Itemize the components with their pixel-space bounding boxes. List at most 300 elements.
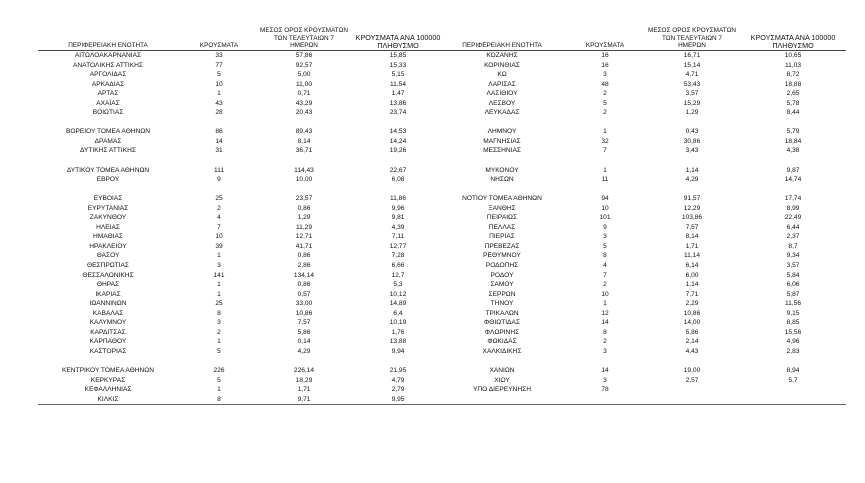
cell-avg: 5,86 [297,328,311,336]
cell-region: ΑΧΑΪΑΣ [96,99,120,107]
cell-cases [178,118,260,128]
cell-region: ΜΕΣΣΗΝΙΑΣ [483,147,521,155]
cell-per100k: 21,95 [389,367,407,375]
cell-region: ΚΑΒΑΛΑΣ [92,309,124,317]
table-row [38,395,448,405]
cell-avg: 4,29 [685,176,699,184]
cell-avg: 10,00 [295,176,313,184]
cell-per100k: 22,67 [389,166,407,174]
table-row [38,271,448,281]
cell-per100k: 9,94 [391,347,405,355]
cell-per100k: 8,44 [786,109,800,117]
cell-region: ΚΑΛΥΜΝΟΥ [89,319,127,327]
table-row [38,204,448,214]
cell-per100k: 4,39 [391,223,405,231]
cell-avg: 33,00 [295,300,313,308]
cell-avg: 0,86 [297,252,311,260]
cell-cases: 1 [217,281,221,289]
cell-cases: 141 [213,271,225,279]
cell-region: ΚΕΦΑΛΛΗΝΙΑΣ [84,386,132,394]
cell-cases: 25 [215,195,223,203]
cell-avg: 11,00 [295,80,312,88]
cell-region [438,156,566,166]
cell-region: ΙΚΑΡΙΑΣ [95,290,121,298]
cell-cases: 31 [215,147,223,155]
cell-cases [566,395,644,405]
cell-cases: 11 [601,176,609,184]
table-row [38,366,448,376]
cell-avg: 36,71 [295,147,313,155]
cell-region: ΗΜΑΘΙΑΣ [93,233,123,241]
table-row [438,166,846,176]
cell-region: ΦΩΚΙΔΑΣ [487,338,517,346]
cell-avg: 8,14 [685,233,699,241]
table-row [438,328,846,338]
table-row [438,61,846,71]
cell-per100k: 6,4 [393,309,403,317]
cell-avg [260,156,348,166]
cell-per100k: 8,85 [786,319,800,327]
cell-avg: 5,00 [297,71,311,79]
cell-per100k: 9,81 [391,214,405,222]
cell-region: ΚΟΡΙΝΘΙΑΣ [484,61,520,69]
cell-per100k: 2,83 [786,347,800,355]
cell-region: ΠΡΕΒΕΖΑΣ [484,242,520,250]
cell-per100k: 4,96 [786,338,800,346]
table-row [38,223,448,233]
cell-per100k [348,357,448,367]
table-row [38,232,448,242]
table-row [438,185,846,195]
cell-cases: 3 [603,376,607,384]
cell-region: ΕΒΡΟΥ [96,176,120,184]
table-row [38,251,448,261]
cell-cases: 8 [603,252,607,260]
cell-per100k: 14,24 [389,137,407,145]
cell-region: ΜΑΓΝΗΣΙΑΣ [483,137,521,145]
table-row [438,204,846,214]
table-row [38,213,448,223]
cell-avg: 18,29 [295,376,313,384]
cell-avg: 23,57 [295,195,313,203]
cell-cases: 3 [217,319,221,327]
cell-region: ΒΟΡΕΙΟΥ ΤΟΜΕΑ ΑΘΗΝΩΝ [65,128,151,136]
table-row [438,251,846,261]
table-row [38,328,448,338]
cell-cases: 10 [601,290,609,298]
cell-avg: 10,86 [683,309,701,317]
cell-avg: 43,29 [295,99,313,107]
cell-cases [178,156,260,166]
cell-cases: 7 [603,271,607,279]
table-row [38,318,448,328]
table-row [438,89,846,99]
table-row [438,309,846,319]
cell-avg: 11,29 [295,223,312,231]
cell-per100k: 1,76 [391,328,405,336]
cell-avg [260,118,348,128]
cell-cases: 5 [217,347,221,355]
cell-cases: 1 [217,252,221,260]
cell-region: ΘΕΣΠΡΩΤΙΑΣ [86,262,130,270]
cell-cases [178,185,260,195]
cell-region: ΜΥΚΟΝΟΥ [485,166,519,174]
table-row [38,261,448,271]
cell-cases: 78 [601,386,609,394]
cell-avg: 226,14 [293,367,315,375]
cell-region [438,118,566,128]
cell-avg: 10,86 [295,309,313,317]
cell-region [438,395,566,405]
table-row [38,51,448,61]
cell-avg: 15,29 [683,99,701,107]
header-cases: ΚΡΟΥΣΜΑΤΑ [178,18,260,51]
table-row [38,376,448,386]
table-row [438,80,846,90]
table-row [438,318,846,328]
cell-per100k: 9,95 [348,395,448,405]
table-row [38,280,448,290]
cell-region: ΑΡΓΟΛΙΔΑΣ [89,71,127,79]
table-row [38,347,448,357]
table-row [38,118,448,128]
cell-avg: 19,00 [683,367,701,375]
right-table-body [438,51,846,405]
cell-avg: 7,71 [685,290,699,298]
cell-cases: 25 [215,300,223,308]
cell-avg: 3,57 [685,90,699,98]
cell-region: ΘΑΣΟΥ [96,252,120,260]
table-row [438,137,846,147]
cell-per100k: 14,89 [389,300,407,308]
cell-avg: 0,71 [297,90,311,98]
table-row [438,385,846,395]
cell-per100k: 8,7 [788,242,798,250]
cell-per100k: 14,53 [389,128,407,136]
cell-cases [566,185,644,195]
cell-region: ΚΑΣΤΟΡΙΑΣ [89,347,127,355]
cell-per100k [740,385,846,395]
cell-region: ΚΑΡΔΙΤΣΑΣ [90,328,126,336]
cell-cases: 2 [603,90,607,98]
cell-avg: 0,14 [297,338,311,346]
cell-per100k: 10,12 [389,290,407,298]
table-row [38,357,448,367]
cell-avg: 0,43 [685,128,699,136]
table-row [438,232,846,242]
cell-avg: 1,29 [685,109,699,117]
cell-per100k: 10,19 [389,319,407,327]
table-row [438,156,846,166]
cell-cases: 5 [217,71,221,79]
table-row [438,366,846,376]
cell-avg: 0,86 [297,281,311,289]
cell-per100k: 10,65 [784,52,802,59]
cell-cases [178,357,260,367]
cell-cases: 16 [601,61,609,69]
cell-region: ΝΟΤΙΟΥ ΤΟΜΕΑ ΑΘΗΝΩΝ [462,195,542,203]
cell-avg: 9,71 [260,395,348,405]
cell-cases: 3 [603,347,607,355]
cell-per100k: 11,56 [784,300,801,308]
cell-cases: 2 [217,328,221,336]
cell-avg [644,118,740,128]
cell-avg: 2,29 [685,300,699,308]
cell-cases: 4 [603,262,607,270]
cell-region [38,156,178,166]
cell-per100k: 2,79 [391,386,405,394]
cell-region: ΛΕΥΚΑΔΑΣ [484,109,520,117]
cell-per100k [740,156,846,166]
cell-region [38,357,178,367]
cell-cases: 94 [601,195,609,203]
table-row [438,395,846,405]
cell-avg [644,185,740,195]
cell-cases: 16 [601,52,609,59]
cell-cases: 101 [599,214,611,222]
cell-avg: 2,86 [297,262,311,270]
cell-per100k: 6,66 [391,262,405,270]
cell-per100k: 17,74 [784,195,802,203]
cell-per100k: 5,3 [393,281,403,289]
cell-per100k: 22,49 [784,214,802,222]
cell-per100k [348,185,448,195]
cell-per100k [740,185,846,195]
cell-cases: 32 [601,137,609,145]
cell-cases: 33 [215,52,223,59]
cell-region: ΚΕΝΤΡΙΚΟΥ ΤΟΜΕΑ ΑΘΗΝΩΝ [62,367,154,375]
cell-cases [566,118,644,128]
cell-region: ΡΟΔΟΠΗΣ [485,262,519,270]
cell-avg: 11,14 [683,252,700,260]
cell-per100k: 1,47 [391,90,405,98]
cell-cases: 9 [603,223,607,231]
cell-cases: 1 [217,90,221,98]
cell-per100k [740,118,846,128]
table-row [38,99,448,109]
header-per-100k: ΚΡΟΥΣΜΑΤΑ ΑΝΑ 100000 ΠΛΗΘΥΣΜΟ [348,18,448,51]
cell-avg: 12,29 [683,204,701,212]
cell-region: ΛΑΡΙΣΑΣ [488,80,516,88]
cell-cases: 5 [217,376,221,384]
table-row [38,166,448,176]
cell-region: ΦΘΙΩΤΙΔΑΣ [484,319,520,327]
table-row [38,185,448,195]
cell-region: ΤΡΙΚΑΛΩΝ [485,309,519,317]
cell-per100k: 6,06 [786,281,800,289]
cell-cases: 5 [603,99,607,107]
cell-region: ΠΕΛΛΑΣ [488,223,516,231]
cell-per100k: 18,84 [784,137,802,145]
cell-per100k: 8,94 [786,367,800,375]
cell-region: ΠΕΙΡΑΙΩΣ [486,214,518,222]
cell-avg: 8,14 [297,137,311,145]
cell-per100k: 5,78 [786,99,800,107]
cell-region: ΚΑΡΠΑΘΟΥ [89,338,127,346]
cell-per100k: 9,87 [786,166,800,174]
cell-avg: 92,57 [295,61,313,69]
cell-region [438,357,566,367]
cell-per100k: 4,79 [391,376,405,384]
cell-avg: 2,14 [685,338,699,346]
table-row [38,108,448,118]
cell-region: ΤΗΝΟΥ [490,300,514,308]
cell-avg: 14,00 [683,319,701,327]
cell-cases: 7 [603,147,607,155]
cell-per100k: 5,15 [391,71,405,79]
cell-region: ΛΑΣΙΘΙΟΥ [486,90,518,98]
table-row [438,146,846,156]
cell-avg: 0,86 [297,204,311,212]
cell-avg: 6,00 [685,271,699,279]
header-region: ΠΕΡΙΦΕΡΕΙΑΚΗ ΕΝΟΤΗΤΑ [38,18,178,51]
cell-region: ΑΝΑΤΟΛΙΚΗΣ ΑΤΤΙΚΗΣ [73,61,143,69]
cell-per100k: 5,87 [786,290,800,298]
cell-cases: 8 [178,395,260,405]
table-row [38,337,448,347]
cell-per100k: 5,7 [788,376,798,384]
cell-cases: 1 [603,166,607,174]
cell-region: ΧΑΛΚΙΔΙΚΗΣ [482,347,522,355]
cell-cases: 77 [215,61,223,69]
cell-region: ΘΗΡΑΣ [96,281,120,289]
cell-avg: 114,43 [294,166,314,174]
cell-region: ΗΡΑΚΛΕΙΟΥ [89,242,127,250]
cell-per100k: 3,57 [786,262,800,270]
cell-per100k: 12,7 [391,271,405,279]
table-row [38,385,448,395]
cell-cases: 10 [601,204,609,212]
table-row [438,376,846,386]
table-row [38,175,448,185]
cell-avg: 6,14 [685,262,699,270]
cell-cases: 3 [603,71,607,79]
cell-avg: 57,86 [295,52,313,59]
cell-per100k: 9,34 [786,252,800,260]
cell-cases: 1 [217,338,221,346]
cell-cases: 1 [603,300,607,308]
cell-cases: 2 [603,281,607,289]
cell-avg: 3,43 [685,147,699,155]
table-row [438,175,846,185]
table-row [38,127,448,137]
cell-region: ΛΕΣΒΟΥ [488,99,516,107]
table-row [438,271,846,281]
cell-region: ΥΠΟ ΔΙΕΡΕΥΝΗΣΗ [473,386,531,394]
cases-table-left [38,18,448,405]
cell-avg [260,357,348,367]
table-row [438,194,846,204]
cell-avg: 134,14 [293,271,315,279]
cell-per100k: 18,88 [784,80,802,88]
cell-region: ΕΥΒΟΙΑΣ [93,195,123,203]
cell-cases: 10 [215,233,223,241]
cell-cases: 43 [215,99,223,107]
cell-avg: 1,29 [297,214,311,222]
cell-per100k: 11,86 [389,195,406,203]
cell-avg [644,156,740,166]
cell-cases: 10 [215,80,223,88]
table-row [438,357,846,367]
cell-per100k: 11,03 [784,61,801,69]
table-row [438,290,846,300]
table-row [438,261,846,271]
cell-region: ΑΡΤΑΣ [97,90,119,98]
cases-table-right [438,18,846,405]
table-row [38,80,448,90]
cell-region: ΣΑΜΟΥ [490,281,514,289]
cell-per100k: 8,99 [786,204,800,212]
cell-avg [644,395,740,405]
header-region: ΠΕΡΙΦΕΡΕΙΑΚΗ ΕΝΟΤΗΤΑ [438,18,566,51]
cell-avg: 53,43 [683,80,701,88]
cell-per100k [740,357,846,367]
cell-per100k: 9,15 [786,309,800,317]
cell-avg [260,185,348,195]
cell-region: ΧΙΟΥ [494,376,510,384]
cell-region: ΛΗΜΝΟΥ [487,128,517,136]
cell-region: ΚΩ [497,71,507,79]
cell-region: ΒΟΙΩΤΙΑΣ [92,109,124,117]
header-cases: ΚΡΟΥΣΜΑΤΑ [566,18,644,51]
cell-region: ΝΗΣΩΝ [490,176,514,184]
table-row [438,223,846,233]
table-row [38,156,448,166]
cell-avg: 1,71 [685,242,699,250]
cell-avg: 7,57 [685,223,699,231]
table-row [438,118,846,128]
cell-cases: 14 [601,367,609,375]
cell-per100k: 6,44 [786,223,800,231]
cell-cases: 86 [215,128,223,136]
table-row [438,70,846,80]
cell-avg: 4,43 [685,347,699,355]
cell-cases: 48 [601,80,609,88]
cell-avg: 15,14 [683,61,701,69]
cell-per100k [348,156,448,166]
cell-per100k: 14,74 [784,176,802,184]
cell-region: ΔΥΤΙΚΟΥ ΤΟΜΕΑ ΑΘΗΝΩΝ [66,166,150,174]
cell-cases: 8 [217,309,221,317]
table-row [438,99,846,109]
cell-per100k: 9,96 [391,204,405,212]
cell-avg: 41,71 [295,242,313,250]
table-row [38,137,448,147]
right-table-container [438,18,846,405]
cell-region: ΕΥΡΥΤΑΝΙΑΣ [87,204,129,212]
cell-cases: 226 [213,367,225,375]
cell-region: ΔΥΤΙΚΗΣ ΑΤΤΙΚΗΣ [80,147,136,155]
table-row [38,194,448,204]
cell-cases [566,357,644,367]
table-row [438,213,846,223]
cell-avg: 12,71 [295,233,313,241]
cell-per100k: 2,65 [786,90,800,98]
cell-region [38,185,178,195]
cell-avg: 20,43 [295,109,313,117]
cell-avg: 0,57 [297,290,311,298]
cell-avg: 4,71 [685,71,699,79]
left-table-body [38,51,448,405]
cell-cases: 2 [217,204,221,212]
cell-avg: 89,43 [295,128,313,136]
cell-region: ΘΕΣΣΑΛΟΝΙΚΗΣ [82,271,134,279]
cell-cases: 111 [213,166,225,174]
cell-region: ΣΕΡΡΩΝ [488,290,516,298]
left-table-container [38,18,448,405]
cell-avg: 1,71 [297,386,311,394]
cell-avg [644,385,740,395]
